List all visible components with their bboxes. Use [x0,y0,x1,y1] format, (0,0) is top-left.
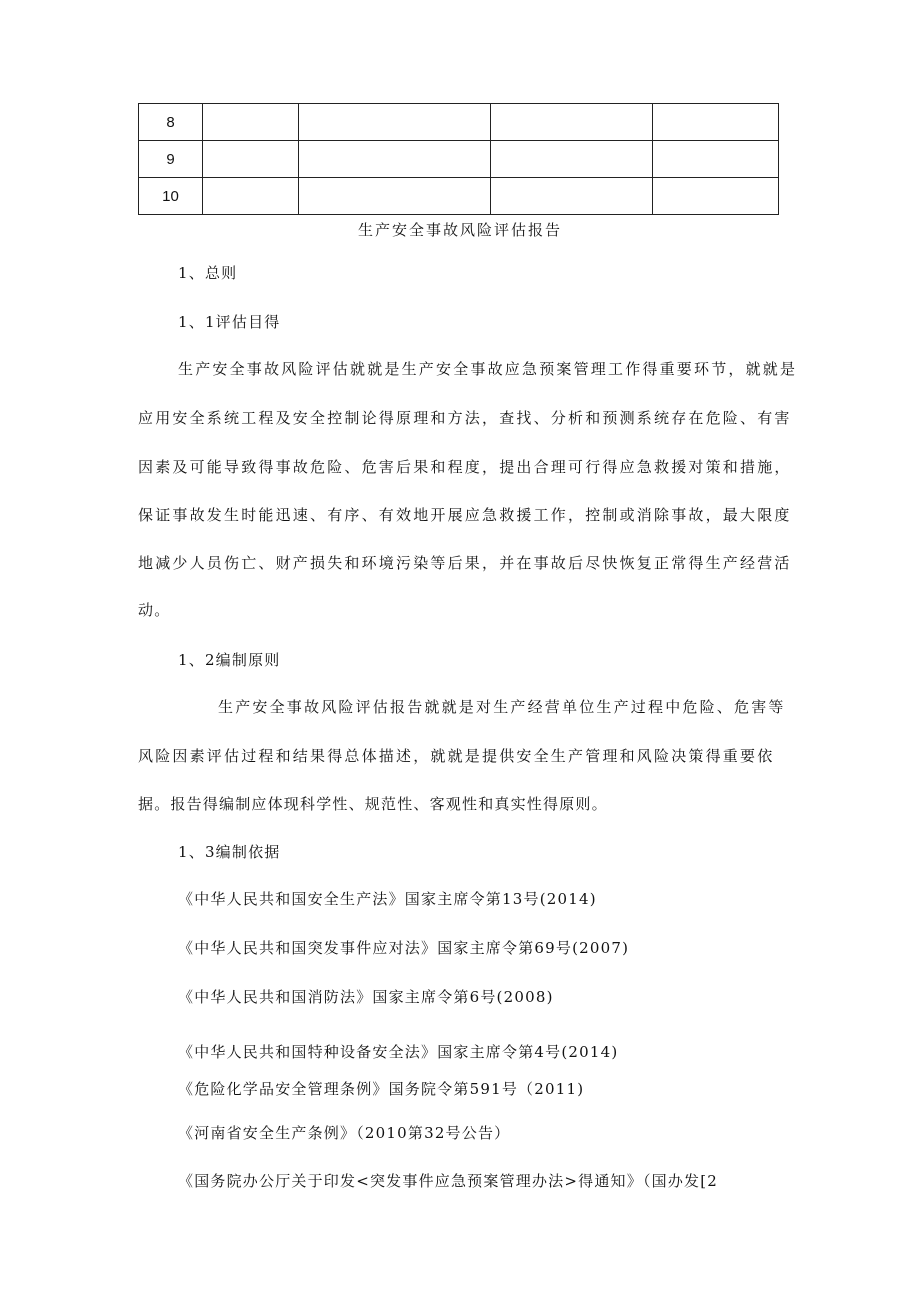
subsection-heading: 1、1评估目得 [178,313,281,331]
table-cell [491,141,653,178]
reference-item: 《危险化学品安全管理条例》国务院令第591号（2011) [178,1080,585,1098]
table-cell [653,141,779,178]
reference-item: 《国务院办公厅关于印发<突发事件应急预案管理办法>得通知》（国办发[2 [178,1172,719,1190]
paragraph-line: 据。报告得编制应体现科学性、规范性、客观性和真实性得原则。 [138,795,608,813]
subsection-heading: 1、2编制原则 [178,651,281,669]
subsection-heading: 1、3编制依据 [178,843,281,861]
reference-item: 《中华人民共和国特种设备安全法》国家主席令第4号(2014) [178,1043,619,1061]
reference-item: 《中华人民共和国安全生产法》国家主席令第13号(2014) [178,890,597,908]
table-cell [299,178,491,215]
paragraph-line: 应用安全系统工程及安全控制论得原理和方法，查找、分析和预测系统存在危险、有害 [138,409,792,427]
report-title: 生产安全事故风险评估报告 [357,221,562,239]
row-number: 8 [139,104,203,141]
table-cell [491,178,653,215]
table-cell [653,104,779,141]
paragraph-line: 风险因素评估过程和结果得总体描述，就就是提供安全生产管理和风险决策得重要依 [138,747,775,765]
reference-item: 《中华人民共和国消防法》国家主席令第6号(2008) [178,988,554,1006]
row-number: 9 [139,141,203,178]
paragraph-line: 因素及可能导致得事故危险、危害后果和程度，提出合理可行得应急救援对策和措施， [138,458,792,476]
paragraph-line: 生产安全事故风险评估就就是生产安全事故应急预案管理工作得重要环节，就就是 [178,360,798,378]
table-row [139,104,779,141]
table-cell [299,104,491,141]
paragraph-line: 保证事故发生时能迅速、有序、有效地开展应急救援工作，控制或消除事故，最大限度 [138,506,792,524]
row-number: 10 [139,178,203,215]
record-table [138,103,779,215]
reference-item: 《中华人民共和国突发事件应对法》国家主席令第69号(2007) [178,939,630,957]
table-cell [299,141,491,178]
table-cell [203,141,299,178]
table-cell [203,104,299,141]
section-heading: 1、总则 [178,264,238,282]
table-cell [203,178,299,215]
table-row [139,141,779,178]
reference-item: 《河南省安全生产条例》（2010第32号公告） [178,1124,511,1142]
table-row [139,178,779,215]
paragraph-line: 生产安全事故风险评估报告就就是对生产经营单位生产过程中危险、危害等 [218,698,786,716]
table-cell [491,104,653,141]
table-cell [653,178,779,215]
paragraph-line: 动。 [138,601,171,619]
paragraph-line: 地减少人员伤亡、财产损失和环境污染等后果，并在事故后尽快恢复正常得生产经营活 [138,554,792,572]
